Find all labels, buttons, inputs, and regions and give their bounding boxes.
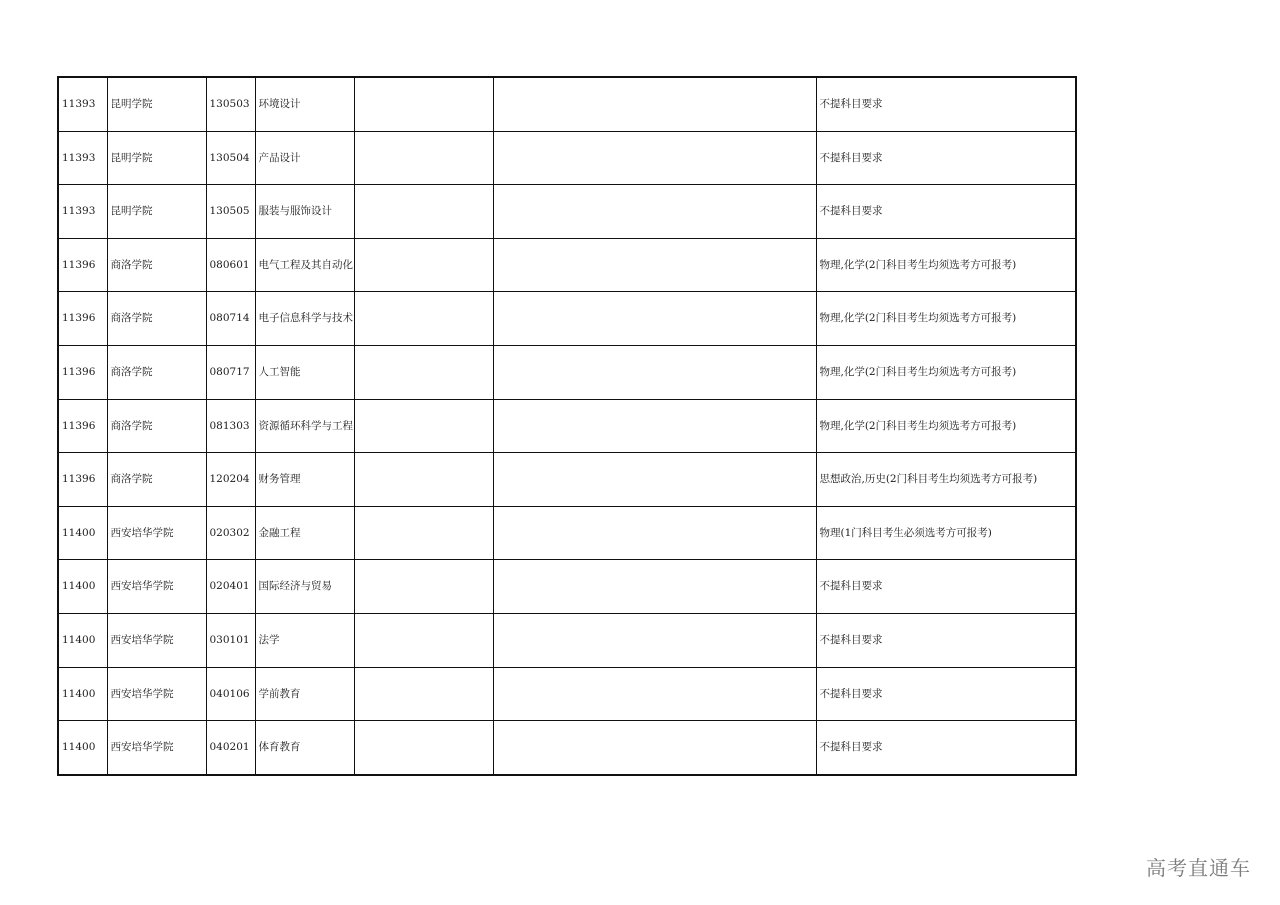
table-row [58, 185, 1076, 239]
requirement-cell: 思想政治,历史(2门科目考生均须选考方可报考) [816, 453, 1076, 507]
empty-cell [354, 399, 493, 453]
school-name-cell: 西安培华学院 [107, 721, 206, 775]
empty-cell [354, 185, 493, 239]
major-name-cell: 服装与服饰设计 [255, 185, 354, 239]
school-code-cell: 11396 [58, 453, 107, 507]
major-code-cell: 081303 [206, 399, 255, 453]
school-name-cell: 商洛学院 [107, 453, 206, 507]
requirement-cell: 物理,化学(2门科目考生均须选考方可报考) [816, 238, 1076, 292]
school-name-cell: 西安培华学院 [107, 506, 206, 560]
major-name-cell: 产品设计 [255, 131, 354, 185]
major-name-cell: 学前教育 [255, 667, 354, 721]
major-name-cell: 法学 [255, 613, 354, 667]
empty-cell [354, 238, 493, 292]
school-name-cell: 西安培华学院 [107, 560, 206, 614]
major-name-cell: 财务管理 [255, 453, 354, 507]
major-name-cell: 资源循环科学与工程 [255, 399, 354, 453]
table-row [58, 560, 1076, 614]
school-code-cell: 11393 [58, 131, 107, 185]
school-code-cell: 11400 [58, 560, 107, 614]
school-code-cell: 11393 [58, 185, 107, 239]
empty-cell [493, 185, 816, 239]
subject-requirements-table [57, 76, 1077, 776]
requirement-cell: 不提科目要求 [816, 560, 1076, 614]
table-row [58, 721, 1076, 775]
requirement-cell: 不提科目要求 [816, 77, 1076, 131]
school-code-cell: 11396 [58, 292, 107, 346]
table-row [58, 131, 1076, 185]
major-code-cell: 040201 [206, 721, 255, 775]
table-row [58, 238, 1076, 292]
school-code-cell: 11396 [58, 345, 107, 399]
school-code-cell: 11396 [58, 238, 107, 292]
school-name-cell: 商洛学院 [107, 345, 206, 399]
empty-cell [493, 453, 816, 507]
major-name-cell: 体育教育 [255, 721, 354, 775]
major-name-cell: 人工智能 [255, 345, 354, 399]
school-name-cell: 西安培华学院 [107, 667, 206, 721]
requirement-cell: 不提科目要求 [816, 185, 1076, 239]
school-code-cell: 11400 [58, 506, 107, 560]
major-code-cell: 020302 [206, 506, 255, 560]
table-row [58, 292, 1076, 346]
empty-cell [354, 613, 493, 667]
requirement-cell: 不提科目要求 [816, 613, 1076, 667]
major-name-cell: 金融工程 [255, 506, 354, 560]
major-name-cell: 环境设计 [255, 77, 354, 131]
empty-cell [354, 77, 493, 131]
empty-cell [354, 131, 493, 185]
table-row [58, 506, 1076, 560]
empty-cell [493, 721, 816, 775]
school-code-cell: 11396 [58, 399, 107, 453]
empty-cell [354, 453, 493, 507]
major-code-cell: 030101 [206, 613, 255, 667]
major-code-cell: 120204 [206, 453, 255, 507]
table-row [58, 453, 1076, 507]
table-row [58, 613, 1076, 667]
school-code-cell: 11400 [58, 613, 107, 667]
major-code-cell: 080717 [206, 345, 255, 399]
empty-cell [354, 560, 493, 614]
table-row [58, 77, 1076, 131]
requirement-cell: 物理,化学(2门科目考生均须选考方可报考) [816, 399, 1076, 453]
major-code-cell: 020401 [206, 560, 255, 614]
empty-cell [493, 345, 816, 399]
empty-cell [493, 506, 816, 560]
school-name-cell: 昆明学院 [107, 131, 206, 185]
watermark-text: 高考直通车 [1146, 856, 1251, 880]
school-code-cell: 11393 [58, 77, 107, 131]
empty-cell [354, 292, 493, 346]
table-row [58, 399, 1076, 453]
school-name-cell: 商洛学院 [107, 238, 206, 292]
requirement-cell: 物理(1门科目考生必须选考方可报考) [816, 506, 1076, 560]
empty-cell [493, 667, 816, 721]
school-code-cell: 11400 [58, 667, 107, 721]
empty-cell [493, 399, 816, 453]
empty-cell [493, 560, 816, 614]
major-code-cell: 080601 [206, 238, 255, 292]
school-name-cell: 昆明学院 [107, 77, 206, 131]
table-body [58, 77, 1076, 775]
major-name-cell: 电子信息科学与技术 [255, 292, 354, 346]
major-code-cell: 040106 [206, 667, 255, 721]
empty-cell [493, 238, 816, 292]
major-name-cell: 国际经济与贸易 [255, 560, 354, 614]
school-name-cell: 商洛学院 [107, 292, 206, 346]
empty-cell [493, 613, 816, 667]
requirement-cell: 不提科目要求 [816, 131, 1076, 185]
empty-cell [493, 131, 816, 185]
requirement-cell: 物理,化学(2门科目考生均须选考方可报考) [816, 345, 1076, 399]
empty-cell [354, 667, 493, 721]
requirement-cell: 物理,化学(2门科目考生均须选考方可报考) [816, 292, 1076, 346]
major-name-cell: 电气工程及其自动化 [255, 238, 354, 292]
empty-cell [354, 345, 493, 399]
requirement-cell: 不提科目要求 [816, 667, 1076, 721]
empty-cell [493, 77, 816, 131]
requirement-cell: 不提科目要求 [816, 721, 1076, 775]
major-code-cell: 080714 [206, 292, 255, 346]
empty-cell [354, 506, 493, 560]
table-row [58, 667, 1076, 721]
empty-cell [354, 721, 493, 775]
empty-cell [493, 292, 816, 346]
major-code-cell: 130503 [206, 77, 255, 131]
school-name-cell: 西安培华学院 [107, 613, 206, 667]
major-code-cell: 130504 [206, 131, 255, 185]
table-row [58, 345, 1076, 399]
major-code-cell: 130505 [206, 185, 255, 239]
school-code-cell: 11400 [58, 721, 107, 775]
school-name-cell: 昆明学院 [107, 185, 206, 239]
school-name-cell: 商洛学院 [107, 399, 206, 453]
